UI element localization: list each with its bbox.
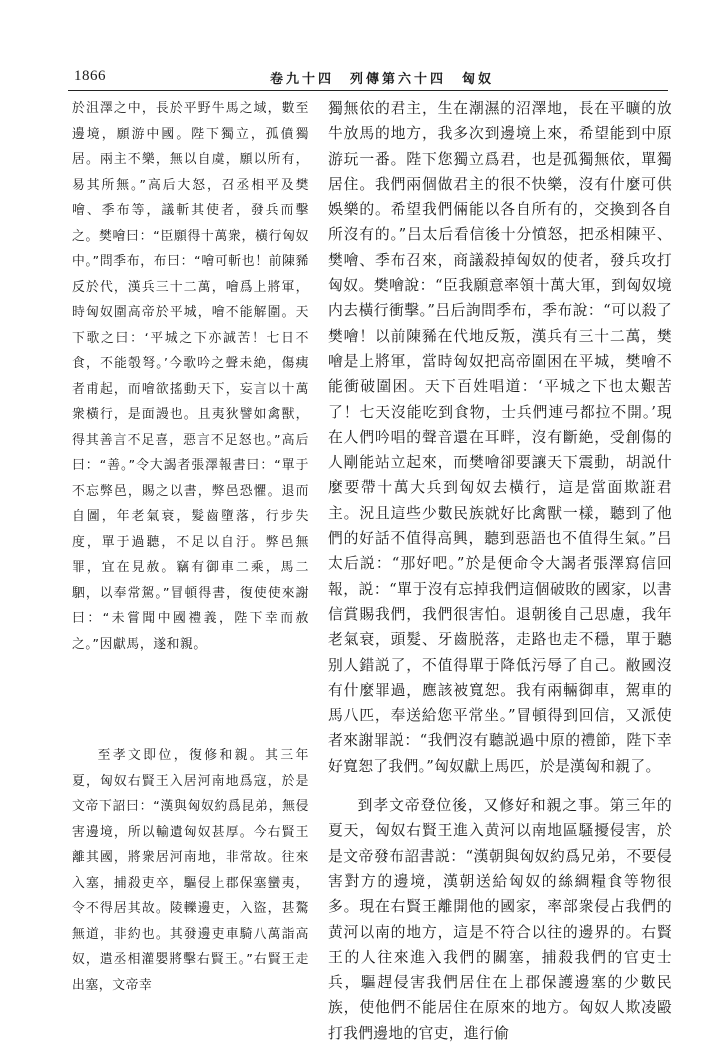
classical-paragraph-2: 至孝文即位，復修和親。其三年夏，匈奴右賢王入居河南地爲寇，於是文帝下詔曰：“漢與匈奴約爲昆弟，無侵害邊境，所以輸遺匈奴甚厚。今右賢王離其國，將衆居河南地，非常故。往來入塞，捕殺吏卒，驅侵上郡保塞蠻夷，令不得居其故。陵轢邊吏，入盜，甚驁無道，非約也。其發邊吏車騎八萬詣高奴，遣丞相灌嬰將擊右賢王。”右賢王走出塞，文帝幸 — [72, 748, 309, 993]
classical-paragraph-1: 於沮澤之中，長於平野牛馬之域，數至邊境，願游中國。陛下獨立，孤僨獨居。兩主不樂，無以自虞，願以所有，易其所無。”高后大怒，召丞相平及樊噲、季布等，議斬其使者，發兵而擊之。樊噲曰：“臣願得十萬衆，橫行匈奴中。”問季布，布曰：“噲可斬也！前陳豨反於代，漢兵三十二萬，噲爲上將軍，時匈奴圍高帝於平城，噲不能解圍。天下歌之曰：‘平城之下亦誠苦！七日不食，不能彀弩。’今歌吟之聲未絶，傷痍者甫起，而噲欲搖動天下，妄言以十萬衆橫行，是面謾也。且夷狄譬如禽獸，得其善言不足喜，惡言不足怒也。”高后曰：“善。”令大謁者張澤報書曰：“單于不忘弊邑，賜之以書，弊邑恐懼。退而自圖，年老氣衰，髮齒墮落，行步失度，單于過聽，不足以自汙。弊邑無罪，宜在見赦。竊有御車二乘，馬二駟，以奉常駕。”冒頓得書，復使使來謝曰：“未嘗聞中國禮義，陛下幸而赦之。”因獻馬，遂和親。 — [72, 101, 309, 652]
classical-text-column — [72, 96, 309, 998]
running-title: 卷九十四 列傳第六十四 匈奴 — [270, 72, 495, 87]
translation-paragraph-2: 到孝文帝登位後，又修好和親之事。第三年的夏天，匈奴右賢王進入黄河以南地區騷擾侵害，於是文帝發布詔書説：“漢朝與匈奴約爲兄弟，不要侵害對方的邊境，漢朝送給匈奴的絲綢糧食等物很多。現在右賢王離開他的國家，率部衆侵占我們的黄河以南的地方，這是不符合以往的邊界的。右賢王的人往來進入我們的關塞，捕殺我們的官吏士兵，驅趕侵害我們居住在上郡保護邊塞的少數民族，使他們不能居住在原來的地方。匈奴人欺凌毆打我們邊地的官吏，進行偷 — [328, 797, 672, 1042]
paragraph-gap — [72, 657, 309, 743]
page-header — [68, 66, 668, 90]
page-number: 1866 — [74, 68, 106, 84]
modern-translation-column — [328, 96, 672, 1046]
header-rule — [68, 90, 668, 91]
translation-paragraph-1: 獨無依的君主，生在潮濕的沼澤地，長在平曠的放牛放馬的地方，我多次到邊境上來，希望能到中原游玩一番。陛下您獨立爲君，也是孤獨無依，單獨居住。我們兩個做君主的很不快樂，沒有什麼可供娛樂的。希望我們倆能以各自所有的，交換到各自所沒有的。”吕太后看信後十分憤怒，把丞相陳平、樊噲、季布召來，商議殺掉匈奴的使者，發兵攻打匈奴。樊噲說：“臣我願意率領十萬大軍，到匈奴境内去橫行衝擊。”吕后詢問季布，季布說：“可以殺了樊噲！以前陳豨在代地反叛，漢兵有三十二萬，樊噲是上將軍，當時匈奴把高帝圍困在平城，樊噲不能衝破圍困。天下百姓唱道：‘平城之下也太艱苦了！七天沒能吃到食物，士兵們連弓都拉不開。’現在人們吟唱的聲音還在耳畔，沒有斷絶，受創傷的人剛能站立起來，而樊噲卻要讓天下震動，胡説什麼要帶十萬大兵到匈奴去橫行，這是當面欺誑君主。況且這些少數民族就好比禽獸一樣，聽到了他們的好話不值得高興，聽到惡語也不值得生氣。”吕太后説：“那好吧。”於是便命令大謁者張澤寫信回報，説：“單于沒有忘掉我們這個破敗的國家，以書信賞賜我們，我們很害怕。退朝後自己思慮，我年老氣衰，頭髮、牙齒脱落，走路也走不穩，單于聽别人錯説了，不值得單于降低污辱了自己。敝國沒有什麼罪過，應該被寬恕。我有兩輛御車，駕車的馬八匹，奉送給您平常坐。”冒頓得到回信，又派使者來謝罪説：“我們沒有聽説過中原的禮節，陛下幸好寬恕了我們。”匈奴獻上馬匹，於是漢匈和親了。 — [328, 100, 672, 775]
paragraph-gap — [328, 779, 672, 793]
